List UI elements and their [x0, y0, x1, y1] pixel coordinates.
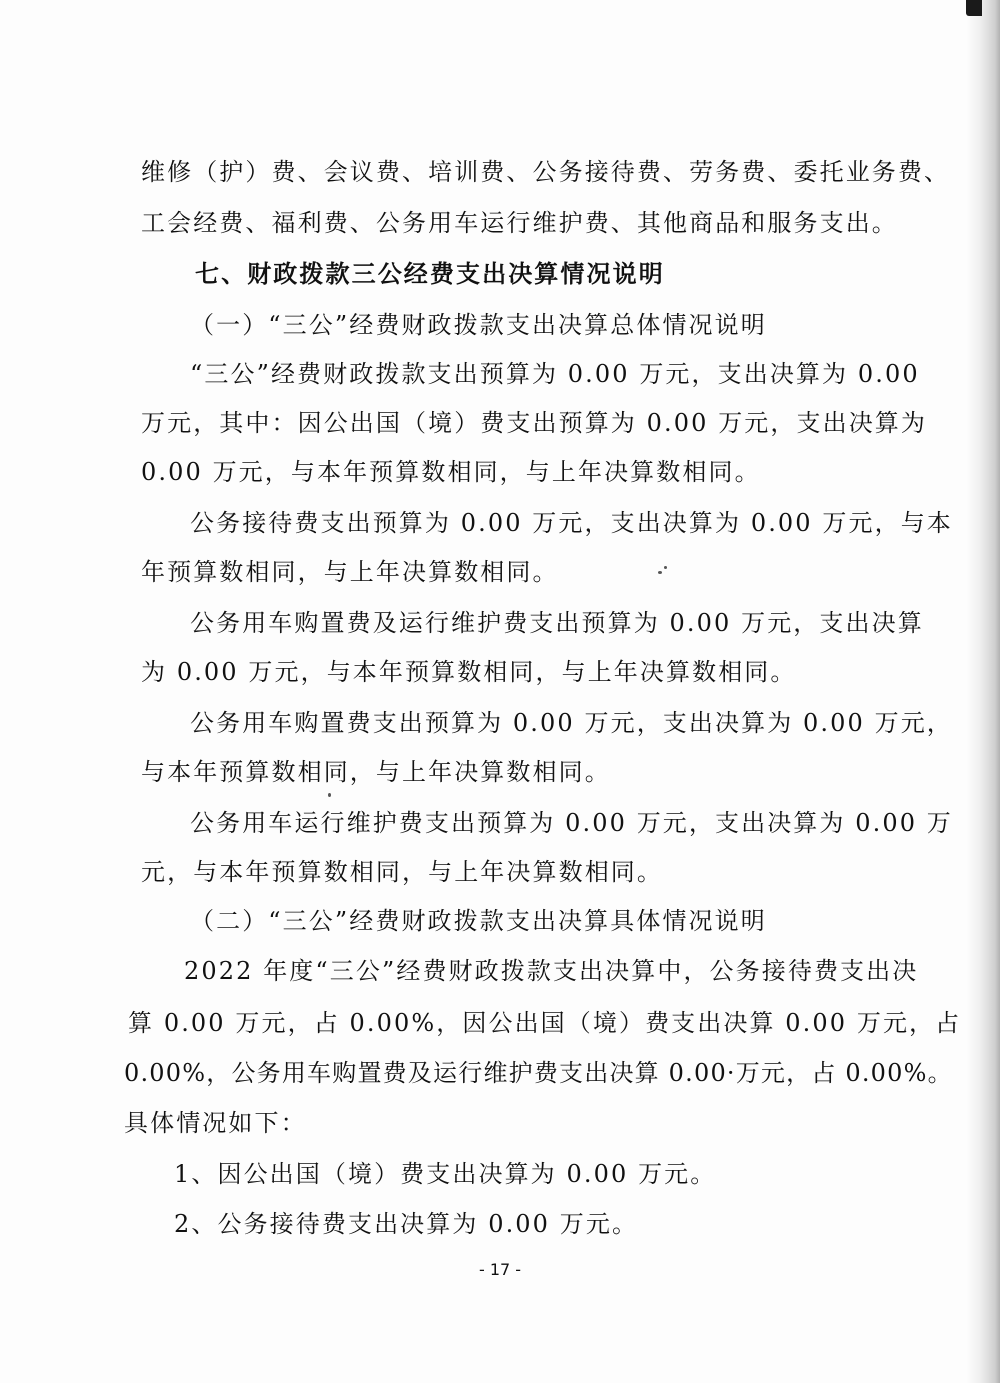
body-line: 公务用车运行维护费支出预算为 0.00 万元，支出决算为 0.00 万 — [190, 809, 953, 837]
body-line: 2022 年度“三公”经费财政拨款支出决算中，公务接待费支出决 — [184, 957, 919, 985]
list-item: 2、公务接待费支出决算为 0.00 万元。 — [174, 1210, 639, 1238]
body-line: 0.00 万元，与本年预算数相同，与上年决算数相同。 — [141, 458, 761, 486]
body-line: 元，与本年预算数相同，与上年决算数相同。 — [141, 858, 663, 886]
scan-corner-mark — [966, 0, 982, 16]
subsection-heading: （一）“三公”经费财政拨款支出决算总体情况说明 — [190, 311, 767, 339]
body-line: 具体情况如下： — [124, 1109, 307, 1137]
body-line: “三公”经费财政拨款支出预算为 0.00 万元，支出决算为 0.00 — [190, 360, 920, 388]
body-line: 公务用车购置费及运行维护费支出预算为 0.00 万元，支出决算 — [190, 609, 924, 637]
page-number: - 17 - — [478, 1260, 522, 1279]
scan-edge-shadow — [966, 0, 1000, 1383]
body-line: 0.00%，公务用车购置费及运行维护费支出决算 0.00·万元，占 0.00%。 — [124, 1059, 953, 1087]
scan-speck — [658, 571, 662, 574]
body-line: 为 0.00 万元，与本年预算数相同，与上年决算数相同。 — [141, 658, 797, 686]
body-line: 算 0.00 万元，占 0.00%，因公出国（境）费支出决算 0.00 万元，占 — [128, 1009, 962, 1037]
body-line: 万元，其中：因公出国（境）费支出预算为 0.00 万元，支出决算为 — [141, 409, 927, 437]
body-line: 与本年预算数相同，与上年决算数相同。 — [141, 758, 611, 786]
body-line: 工会经费、福利费、公务用车运行维护费、其他商品和服务支出。 — [141, 209, 898, 237]
body-line: 年预算数相同，与上年决算数相同。 — [141, 558, 559, 586]
scan-speck — [664, 566, 667, 569]
section-heading: 七、财政拨款三公经费支出决算情况说明 — [195, 260, 665, 288]
body-line: 维修（护）费、会议费、培训费、公务接待费、劳务费、委托业务费、 — [141, 158, 951, 186]
body-line: 公务用车购置费支出预算为 0.00 万元，支出决算为 0.00 万元， — [190, 709, 953, 737]
scan-speck — [328, 793, 331, 797]
list-item: 1、因公出国（境）费支出决算为 0.00 万元。 — [174, 1160, 717, 1188]
body-line: 公务接待费支出预算为 0.00 万元，支出决算为 0.00 万元，与本 — [190, 509, 953, 537]
subsection-heading: （二）“三公”经费财政拨款支出决算具体情况说明 — [190, 907, 767, 935]
